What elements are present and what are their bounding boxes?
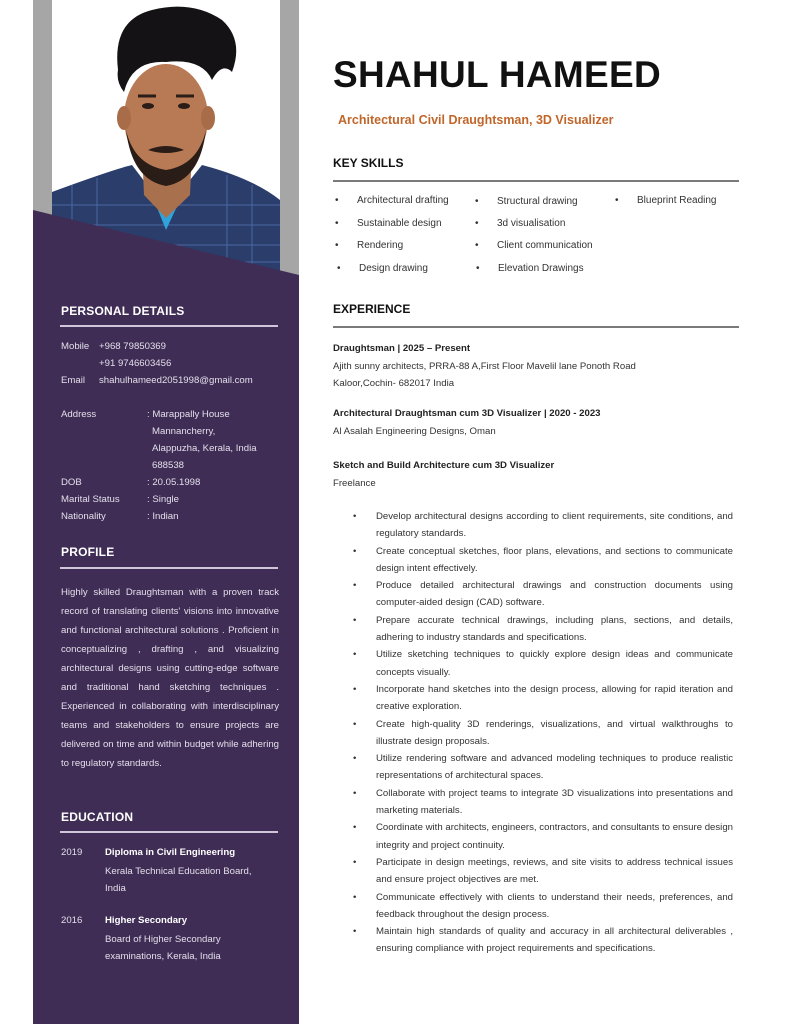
list-item: • Utilize rendering software and advanced modeling techniques to produce realistic representations of architectural spaces. bbox=[353, 750, 733, 785]
profile-text: Highly skilled Draughtsman with a proven track record of translating clients' visions into innovative and functional architectural solutions . Proficient in conceptualizing , drafting , and visualizing architectural designs using cutting-edge software and traditional hand sketching techniques . Experienced in collaborating with interdisciplinary teams and stakeholders to ensure projects are delivered on time and within budget while adhering to regulatory standards. bbox=[61, 587, 279, 769]
list-item: • Coordinate with architects, engineers, contractors, and consultants to ensure design integrity and project continuity. bbox=[353, 819, 733, 854]
bullet-icon: • bbox=[353, 856, 357, 868]
dob-label: DOB bbox=[61, 477, 82, 488]
skill-item: • Design drawing bbox=[337, 263, 428, 274]
key-skills-rule bbox=[333, 180, 739, 182]
skill-item: • Client communication bbox=[475, 240, 593, 251]
address-line: : Marappally House bbox=[147, 409, 230, 420]
address-line: Mannancherry, bbox=[152, 426, 216, 437]
profile-rule bbox=[60, 567, 278, 569]
bullet-icon: • bbox=[353, 891, 357, 903]
email-label: Email bbox=[61, 375, 85, 386]
job-address-line: Kaloor,Cochin- 682017 India bbox=[333, 378, 455, 389]
skill-item: • Architectural drafting bbox=[335, 195, 449, 206]
dob-value: : 20.05.1998 bbox=[147, 477, 201, 488]
key-skills-heading: KEY SKILLS bbox=[333, 156, 404, 170]
email-link[interactable]: shahulhameed2051998@gmail.com bbox=[99, 375, 253, 386]
list-item: • Create conceptual sketches, floor plans, elevations, and sections to communicate design intent effectively. bbox=[353, 543, 733, 578]
personal-details-heading: PERSONAL DETAILS bbox=[61, 304, 185, 318]
profile-heading: PROFILE bbox=[61, 545, 115, 559]
address-line: Alappuzha, Kerala, India bbox=[152, 443, 257, 454]
education-year: 2019 bbox=[61, 847, 83, 858]
mobile-2[interactable]: +91 9746603456 bbox=[99, 358, 172, 369]
bullet-icon: • bbox=[353, 822, 357, 834]
bullet-icon: • bbox=[353, 718, 357, 730]
address-line: 688538 bbox=[152, 460, 185, 471]
job-address-line: Ajith sunny architects, PRRA-88 A,First Floor Mavelil lane Ponoth Road bbox=[333, 361, 636, 372]
job-company bbox=[333, 358, 705, 392]
education-location: examinations, Kerala, India bbox=[105, 951, 221, 962]
job-title: Sketch and Build Architecture cum 3D Visualizer bbox=[333, 460, 555, 471]
bullet-icon: • bbox=[475, 196, 479, 207]
bullet-icon: • bbox=[353, 614, 357, 626]
education-year: 2016 bbox=[61, 915, 83, 926]
experience-heading: EXPERIENCE bbox=[333, 302, 411, 316]
list-item: • Prepare accurate technical drawings, including plans, sections, and details, adhering to industry standards and specifications. bbox=[353, 612, 733, 647]
job-company: Al Asalah Engineering Designs, Oman bbox=[333, 426, 496, 437]
candidate-name: SHAHUL HAMEED bbox=[333, 54, 662, 95]
bullet-icon: • bbox=[475, 218, 479, 229]
bullet-icon: • bbox=[353, 683, 357, 695]
bullet-icon: • bbox=[615, 195, 619, 206]
list-item: • Incorporate hand sketches into the design process, allowing for rapid iteration and creative exploration. bbox=[353, 681, 733, 716]
bullet-icon: • bbox=[353, 926, 357, 938]
skill-item: • Sustainable design bbox=[335, 218, 442, 229]
bullet-icon: • bbox=[353, 545, 357, 557]
bullet-icon: • bbox=[353, 511, 357, 522]
bullet-icon: • bbox=[353, 753, 357, 765]
education-title: Higher Secondary bbox=[105, 915, 188, 926]
list-item: • Communicate effectively with clients to understand their needs, preferences, and feedback throughout the design process. bbox=[353, 889, 733, 924]
education-location: India bbox=[105, 883, 126, 894]
education-institution: Board of Higher Secondary bbox=[105, 934, 221, 945]
job-title: Architectural Draughtsman cum 3D Visualizer | 2020 - 2023 bbox=[333, 408, 601, 419]
job-title: Draughtsman | 2025 – Present bbox=[333, 343, 471, 354]
list-item: • Create high-quality 3D renderings, visualizations, and virtual walkthroughs to illustrate design proposals. bbox=[353, 716, 733, 751]
education-institution: Kerala Technical Education Board, bbox=[105, 866, 252, 877]
responsibilities-list bbox=[353, 508, 733, 958]
list-item: • Produce detailed architectural drawings and construction documents using computer-aided design (CAD) software. bbox=[353, 577, 733, 612]
bullet-icon: • bbox=[335, 240, 339, 251]
mobile-label: Mobile bbox=[61, 341, 90, 352]
experience-rule bbox=[333, 326, 739, 328]
mobile-1[interactable]: +968 79850369 bbox=[99, 341, 166, 352]
bullet-icon: • bbox=[353, 787, 357, 799]
skill-item: • 3d visualisation bbox=[475, 218, 566, 229]
candidate-title: Architectural Civil Draughtsman, 3D Visualizer bbox=[338, 113, 614, 127]
personal-details-rule bbox=[60, 325, 278, 327]
skill-item: • Blueprint Reading bbox=[615, 195, 717, 206]
list-item: • Participate in design meetings, reviews, and site visits to address technical issues and ensure project objectives are met. bbox=[353, 854, 733, 889]
list-item: • Develop architectural designs according to client requirements, site conditions, and regulatory standards. bbox=[353, 508, 733, 543]
bullet-icon: • bbox=[337, 263, 341, 274]
bullet-icon: • bbox=[353, 580, 357, 592]
skill-item: • Rendering bbox=[335, 240, 404, 251]
nationality-label: Nationality bbox=[61, 511, 106, 522]
education-heading: EDUCATION bbox=[61, 810, 134, 824]
list-item: • Maintain high standards of quality and accuracy in all architectural deliverables , ensuring compliance with project requirements and specifications. bbox=[353, 923, 733, 958]
education-title: Diploma in Civil Engineering bbox=[105, 847, 236, 858]
skill-item: • Elevation Drawings bbox=[476, 263, 584, 274]
bullet-icon: • bbox=[476, 263, 480, 274]
education-rule bbox=[60, 831, 278, 833]
list-item: • Utilize sketching techniques to quickly explore design ideas and communicate concepts visually. bbox=[353, 646, 733, 681]
bullet-icon: • bbox=[335, 195, 339, 206]
bullet-icon: • bbox=[353, 649, 357, 661]
nationality-value: : Indian bbox=[147, 511, 179, 522]
address-label: Address bbox=[61, 409, 97, 420]
skill-item: • Structural drawing bbox=[475, 196, 578, 207]
list-item: • Collaborate with project teams to integrate 3D visualizations into presentations and marketing materials. bbox=[353, 785, 733, 820]
marital-value: : Single bbox=[147, 494, 179, 505]
marital-label: Marital Status bbox=[61, 494, 120, 505]
bullet-icon: • bbox=[475, 240, 479, 251]
job-company: Freelance bbox=[333, 478, 376, 489]
bullet-icon: • bbox=[335, 218, 339, 229]
